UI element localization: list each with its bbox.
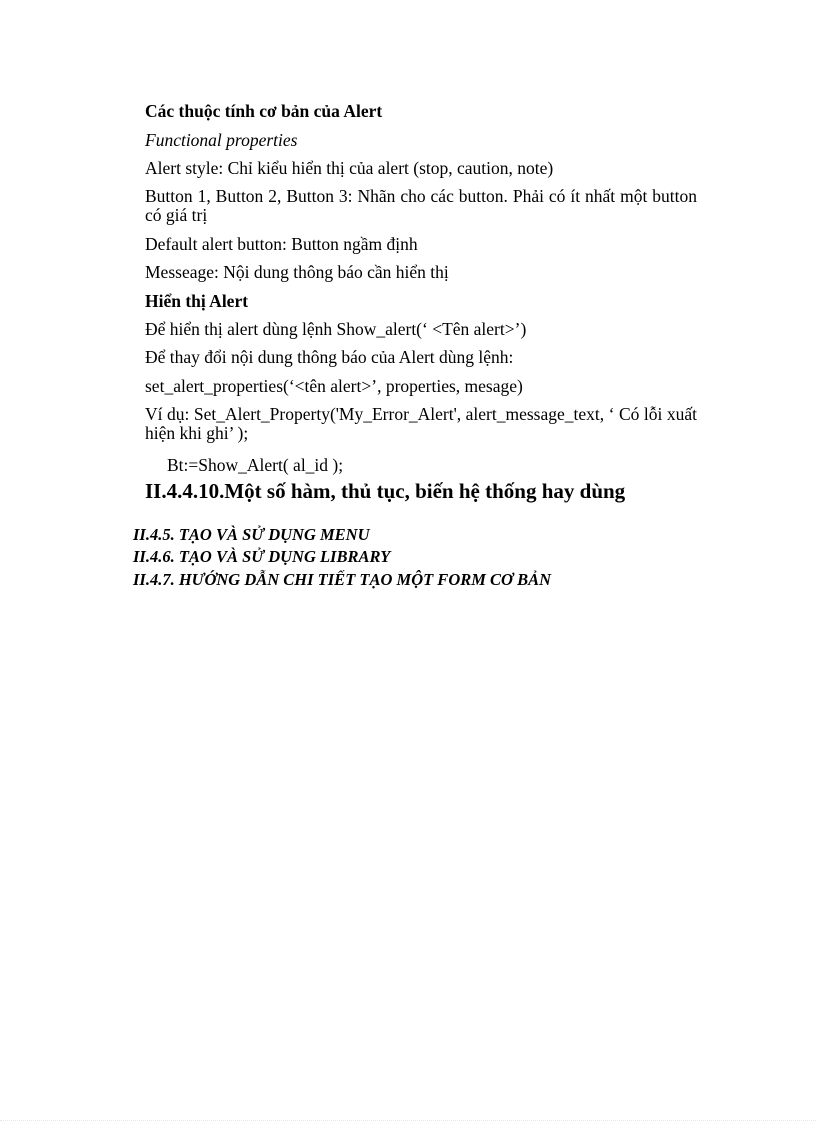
message-paragraph: Messeage: Nội dung thông báo cần hiển thị (145, 262, 449, 282)
change-message-paragraph: Để thay đổi nội dung thông báo của Alert dùng lệnh: (145, 347, 514, 367)
section-menu-heading: II.4.5. TẠO VÀ SỬ DỤNG MENU (133, 525, 370, 544)
show-alert-title: Hiển thị Alert (145, 291, 249, 311)
alert-properties-title: Các thuộc tính cơ bản của Alert (145, 101, 383, 121)
section-heading: II.4.4.10.Một số hàm, thủ tục, biến hệ thống hay dùng (145, 479, 626, 503)
page-bottom-rule (0, 1120, 816, 1121)
section-form-guide-heading: II.4.7. HƯỚNG DẪN CHI TIẾT TẠO MỘT FORM CƠ BẢN (133, 570, 552, 589)
default-alert-button-paragraph: Default alert button: Button ngầm định (145, 234, 418, 254)
set-properties-syntax: set_alert_properties(‘<tên alert>’, properties, mesage) (145, 376, 523, 396)
functional-properties-label: Functional properties (145, 130, 298, 150)
alert-style-paragraph: Alert style: Chỉ kiểu hiển thị của alert (stop, caution, note) (145, 158, 554, 178)
show-alert-paragraph: Để hiển thị alert dùng lệnh Show_alert(‘ <Tên alert>’) (145, 319, 527, 339)
example-paragraph: Ví dụ: Set_Alert_Property('My_Error_Alert', alert_message_text, ‘ Có lỗi xuất hiện khi ghi’ ); (145, 404, 697, 443)
section-library-heading: II.4.6. TẠO VÀ SỬ DỤNG LIBRARY (133, 547, 391, 566)
buttons-paragraph: Button 1, Button 2, Button 3: Nhãn cho các button. Phải có ít nhất một button có giá trị (145, 186, 697, 225)
code-line: Bt:=Show_Alert( al_id ); (167, 455, 344, 475)
